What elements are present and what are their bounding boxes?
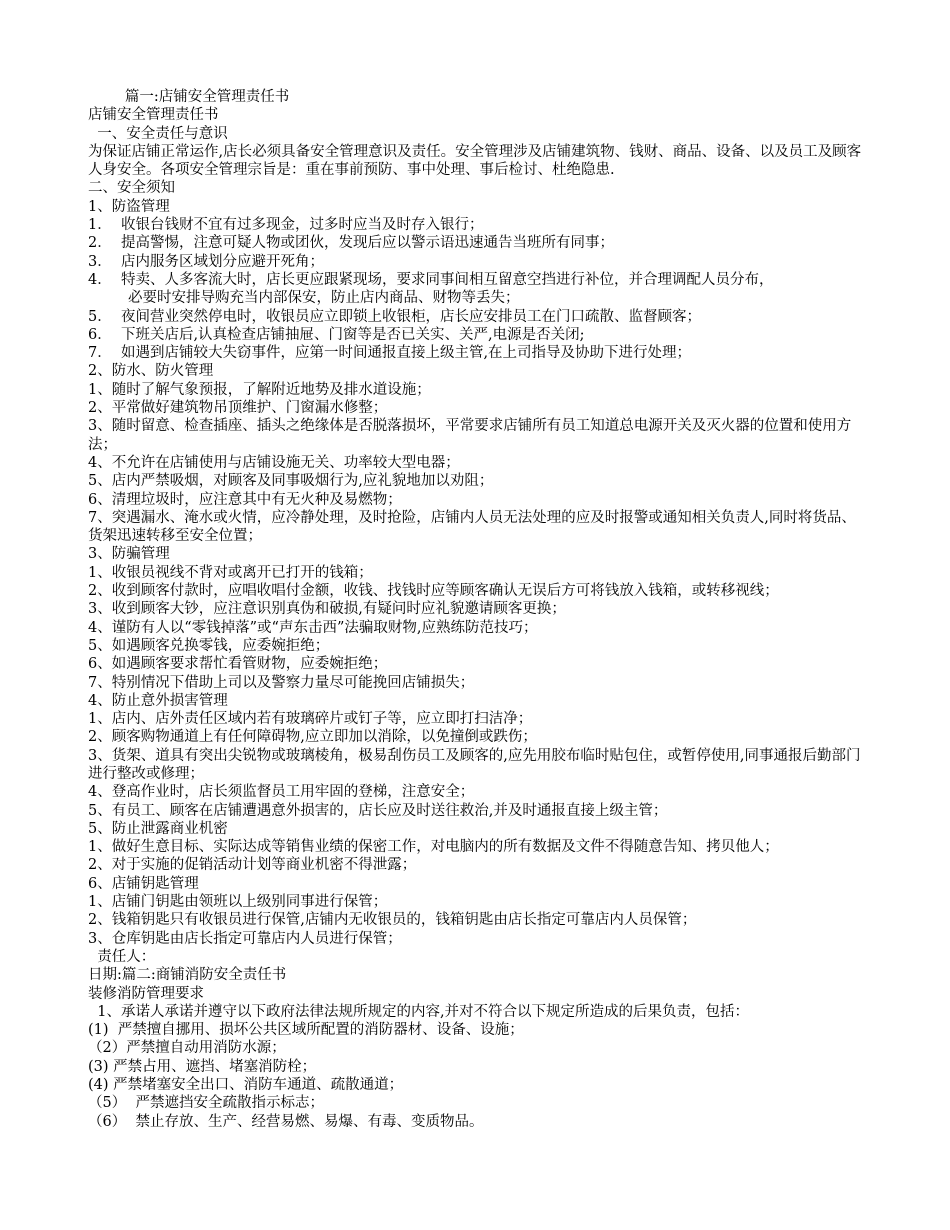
text-line: 6、如遇顾客要求帮忙看管财物，应委婉拒绝； xyxy=(88,656,388,673)
text-line: （5） 严禁遮挡安全疏散指示标志； xyxy=(88,1095,324,1112)
text-line: 4． 特卖、人多客流大时，店长更应跟紧现场，要求同事间相互留意空挡进行补位，并合理调配人员分布， xyxy=(88,271,774,288)
text-line: 2、对于实施的促销活动计划等商业机密不得泄露； xyxy=(88,857,417,874)
text-line: 3、防骗管理 xyxy=(88,546,170,563)
text-line: 2、平常做好建筑物吊顶维护、门窗漏水修整； xyxy=(88,400,388,417)
text-line: 7、突遇漏水、淹水或火情，应冷静处理，及时抢险，店铺内人员无法处理的应及时报警或通知相关负责人,同时将货品、货架迅速转移至安全位置； xyxy=(88,509,856,545)
text-line: 1、店内、店外责任区域内若有玻璃碎片或钉子等，应立即打扫洁净； xyxy=(88,711,533,728)
text-line: 1、承诺人承诺并遵守以下政府法律法规所规定的内容,并对不符合以下规定所造成的后果负责，包括： xyxy=(88,1003,750,1020)
text-line: 7． 如遇到店铺较大失窃事件，应第一时间通报直接上级主管,在上司指导及协助下进行处理； xyxy=(88,345,692,362)
text-line: 2、防水、防火管理 xyxy=(88,363,214,380)
text-line: 4、登高作业时，店长须监督员工用牢固的登梯，注意安全； xyxy=(88,784,475,801)
text-line: 6． 下班关店后,认真检查店铺抽屉、门窗等是否已关实、关严,电源是否关闭; xyxy=(88,326,585,343)
text-line: 3． 店内服务区域划分应避开死角； xyxy=(88,253,324,270)
text-line: 4、防止意外损害管理 xyxy=(88,692,228,709)
text-line: 二、安全须知 xyxy=(88,180,175,197)
text-line: 4、谨防有人以“零钱掉落”或“声东击西”法骗取财物,应熟练防范技巧； xyxy=(88,619,538,636)
document-body xyxy=(88,88,863,1131)
text-line: 责任人： xyxy=(88,948,156,965)
text-line: 3、收到顾客大钞，应注意识别真伪和破损,有疑问时应礼貌邀请顾客更换； xyxy=(88,601,566,618)
text-line: 一、安全责任与意识 xyxy=(88,125,228,142)
text-line: 7、特别情况下借助上司以及警察力量尽可能挽回店铺损失； xyxy=(88,674,475,691)
text-line: 6、店铺钥匙管理 xyxy=(88,875,199,892)
text-line: (3) 严禁占用、遮挡、堵塞消防栓； xyxy=(88,1058,317,1075)
text-line: 5． 夜间营业突然停电时，收银员应立即锁上收银柜，店长应安排员工在门口疏散、监督顾客； xyxy=(88,308,701,325)
text-line: 1、防盗管理 xyxy=(88,198,170,215)
text-line: 1、做好生意目标、实际达成等销售业绩的保密工作，对电脑内的所有数据及文件不得随意告知、拷贝他人； xyxy=(88,839,779,856)
text-line: 1、随时了解气象预报，了解附近地势及排水道设施； xyxy=(88,381,431,398)
text-line: 3、货架、道具有突出尖锐物或玻璃棱角，极易刮伤员工及顾客的,应先用胶布临时贴包住，或暂停使用,同事通报后勤部门进行整改或修理； xyxy=(88,747,861,782)
text-line: 3、随时留意、检查插座、插头之绝缘体是否脱落损坏，平常要求店铺所有员工知道总电源开关及灭火器的位置和使用方法； xyxy=(88,418,852,453)
text-line: 必要时安排导购充当内部保安，防止店内商品、财物等丢失； xyxy=(128,290,520,307)
text-line: (1) 严禁擅自挪用、损坏公共区域所配置的消防器材、设备、设施； xyxy=(88,1022,524,1039)
text-line: 篇一:店铺安全管理责任书 xyxy=(88,89,290,105)
text-line: (4) 严禁堵塞安全出口、消防车通道、疏散通道； xyxy=(88,1077,404,1094)
text-line: 2． 提高警惕，注意可疑人物或团伙，发现后应以警示语迅速通告当班所有同事； xyxy=(88,235,614,252)
text-line: 2、钱箱钥匙只有收银员进行保管,店铺内无收银员的，钱箱钥匙由店长指定可靠店内人员保管； xyxy=(88,912,697,929)
text-line: 装修消防管理要求 xyxy=(88,985,204,1002)
text-line: 1、收银员视线不背对或离开已打开的钱箱； xyxy=(88,564,373,581)
text-line: 2、顾客购物通道上有任何障碍物,应立即加以消除，以免撞倒或跌伤； xyxy=(88,729,537,746)
text-line: 3、仓库钥匙由店长指定可靠店内人员进行保管； xyxy=(88,930,402,947)
text-line: 1、店铺门钥匙由领班以上级别同事进行保管； xyxy=(88,894,388,911)
text-line: 5、如遇顾客兑换零钱，应委婉拒绝； xyxy=(88,637,330,654)
text-line: 6、清理垃圾时，应注意其中有无火种及易燃物； xyxy=(88,491,402,508)
text-line: 1． 收银台钱财不宜有过多现金，过多时应当及时存入银行； xyxy=(88,217,484,234)
text-line: 4、不允许在店铺使用与店铺设施无关、功率较大型电器； xyxy=(88,454,460,471)
text-line: 为保证店铺正常运作,店长必须具备安全管理意识及责任。安全管理涉及店铺建筑物、钱财、商品、设备、以及员工及顾客人身安全。各项安全管理宗旨是：重在事前预防、事中处理、事后检讨、杜绝隐患. xyxy=(88,143,862,179)
text-line: 5、防止泄露商业机密 xyxy=(88,820,228,837)
text-line: 5、有员工、顾客在店铺遭遇意外损害的，店长应及时送往救治,并及时通报直接上级主管； xyxy=(88,802,668,819)
text-line: 日期:篇二:商铺消防安全责任书 xyxy=(88,967,287,984)
text-line: （2）严禁擅自动用消防水源； xyxy=(88,1040,286,1057)
text-line: 5、店内严禁吸烟，对顾客及同事吸烟行为,应礼貌地加以劝阻； xyxy=(88,473,494,490)
text-line: （6） 禁止存放、生产、经营易燃、易爆、有毒、变质物品。 xyxy=(88,1113,484,1130)
text-line: 2、收到顾客付款时，应唱收唱付金额，收钱、找钱时应等顾客确认无误后方可将钱放入钱箱，或转移视线； xyxy=(88,583,779,600)
text-line: 店铺安全管理责任书 xyxy=(88,107,219,124)
